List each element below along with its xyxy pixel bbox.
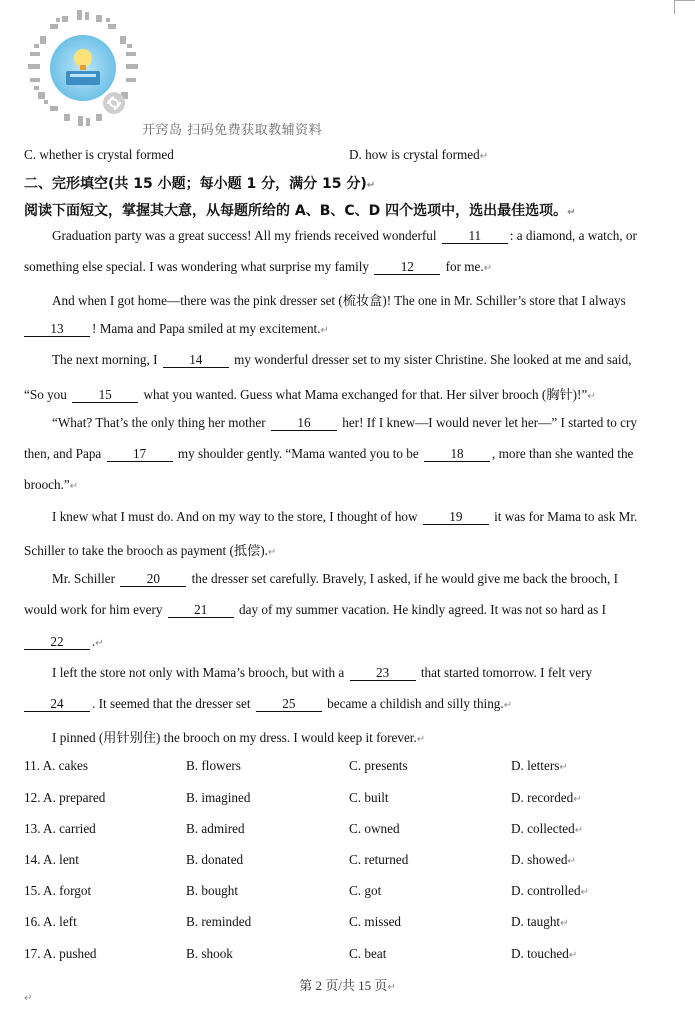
passage-line: would work for him every 21 day of my summer vacation. He kindly agreed. It was not so hard as I — [24, 602, 606, 617]
option-c: C. returned — [349, 852, 409, 867]
previous-options-row — [24, 147, 673, 163]
blank-17: 17 — [107, 447, 173, 462]
blank-18: 18 — [424, 447, 490, 462]
option-row-12 — [24, 790, 674, 810]
option-d: D. taught↵ — [511, 914, 569, 929]
option-c: C. beat — [349, 946, 387, 961]
blank-24: 24 — [24, 697, 90, 712]
passage-line: I pinned (用针别住) the brooch on my dress. I would keep it forever.↵ — [52, 730, 426, 745]
passage-line: Mr. Schiller 20 the dresser set carefully. Bravely, I asked, if he would give me back the brooch, I — [52, 571, 618, 586]
passage-line: “What? That’s the only thing her mother 16 her! If I knew—I would never let her—” I started to cry — [52, 415, 638, 430]
option-b: B. reminded — [186, 914, 252, 929]
option-b: B. donated — [186, 852, 244, 867]
option-row-17 — [24, 946, 674, 966]
option-a: 16. A. left — [24, 914, 77, 929]
passage-line: Schiller to take the brooch as payment (抵偿).↵ — [24, 543, 277, 558]
passage-line: brooch.”↵ — [24, 477, 79, 492]
option-a: 17. A. pushed — [24, 946, 97, 961]
option-row-11 — [24, 758, 674, 778]
blank-22: 22 — [24, 635, 90, 650]
option-b: B. imagined — [186, 790, 251, 805]
passage-line: 22 .↵ — [24, 634, 673, 650]
option-a: 11. A. cakes — [24, 758, 88, 773]
blank-20: 20 — [120, 572, 186, 587]
option-c: C. owned — [349, 821, 400, 836]
option-a: 14. A. lent — [24, 852, 79, 867]
section-title: 二、完形填空(共 15 小题；每小题 1 分，满分 15 分)↵ — [24, 176, 376, 192]
passage-line: something else special. I was wondering what surprise my family 12 for me.↵ — [24, 259, 493, 274]
option-row-13 — [24, 821, 674, 841]
option-a: 12. A. prepared — [24, 790, 106, 805]
blank-19: 19 — [423, 510, 489, 525]
option-row-15 — [24, 883, 674, 903]
prev-option-c: C. whether is crystal formed — [24, 147, 174, 162]
option-d: D. controlled↵ — [511, 883, 589, 898]
passage-line: Graduation party was a great success! All my friends received wonderful 11 : a diamond, a watch, or — [52, 228, 637, 243]
blank-25: 25 — [256, 697, 322, 712]
option-c: C. presents — [349, 758, 408, 773]
option-c: C. built — [349, 790, 389, 805]
option-b: B. shook — [186, 946, 233, 961]
passage-line: And when I got home—there was the pink dresser set (梳妆盒)! The one in Mr. Schiller’s store that I always — [52, 293, 626, 308]
blank-14: 14 — [163, 353, 229, 368]
page-number: 第 2 页/共 15 页↵ — [299, 978, 396, 993]
option-c: C. got — [349, 883, 382, 898]
passage-line: I knew what I must do. And on my way to the store, I thought of how 19 it was for Mama to ask Mr. — [52, 509, 638, 524]
section-instruction: 阅读下面短文，掌握其大意，从每题所给的 A、B、C、D 四个选项中，选出最佳选项。↵ — [24, 203, 576, 219]
option-a: 13. A. carried — [24, 821, 96, 836]
option-d: D. collected↵ — [511, 821, 584, 836]
option-b: B. bought — [186, 883, 239, 898]
blank-21: 21 — [168, 603, 234, 618]
option-row-16 — [24, 914, 674, 934]
passage-line: The next morning, I 14 my wonderful dresser set to my sister Christine. She looked at me and said, — [52, 352, 632, 367]
option-d: D. touched↵ — [511, 946, 578, 961]
passage-line: then, and Papa 17 my shoulder gently. “Mama wanted you to be 18 , more than she wanted the — [24, 446, 634, 461]
blank-12: 12 — [374, 260, 440, 275]
option-d: D. showed↵ — [511, 852, 576, 867]
qr-caption: 开窍岛 扫码免费获取教辅资料 — [142, 123, 323, 138]
blank-11: 11 — [442, 229, 508, 244]
paragraph-mark: ↵ — [24, 993, 33, 1004]
passage-line: I left the store not only with Mama’s brooch, but with a 23 that started tomorrow. I felt very — [52, 665, 593, 680]
option-b: B. flowers — [186, 758, 241, 773]
option-b: B. admired — [186, 821, 245, 836]
passage-line: 24 . It seemed that the dresser set 25 became a childish and silly thing.↵ — [24, 696, 673, 712]
option-c: C. missed — [349, 914, 402, 929]
option-row-14 — [24, 852, 674, 872]
option-d: D. recorded↵ — [511, 790, 582, 805]
option-d: D. letters↵ — [511, 758, 568, 773]
blank-15: 15 — [72, 388, 138, 403]
option-a: 15. A. forgot — [24, 883, 92, 898]
passage-line: 13 ! Mama and Papa smiled at my excitement.↵ — [24, 321, 673, 337]
passage-line: “So you 15 what you wanted. Guess what Mama exchanged for that. Her silver brooch (胸针)!”↵ — [24, 387, 596, 402]
blank-16: 16 — [271, 416, 337, 431]
qr-code-icon — [22, 8, 144, 130]
prev-option-d: D. how is crystal formed↵ — [349, 147, 489, 162]
blank-23: 23 — [350, 666, 416, 681]
blank-13: 13 — [24, 322, 90, 337]
